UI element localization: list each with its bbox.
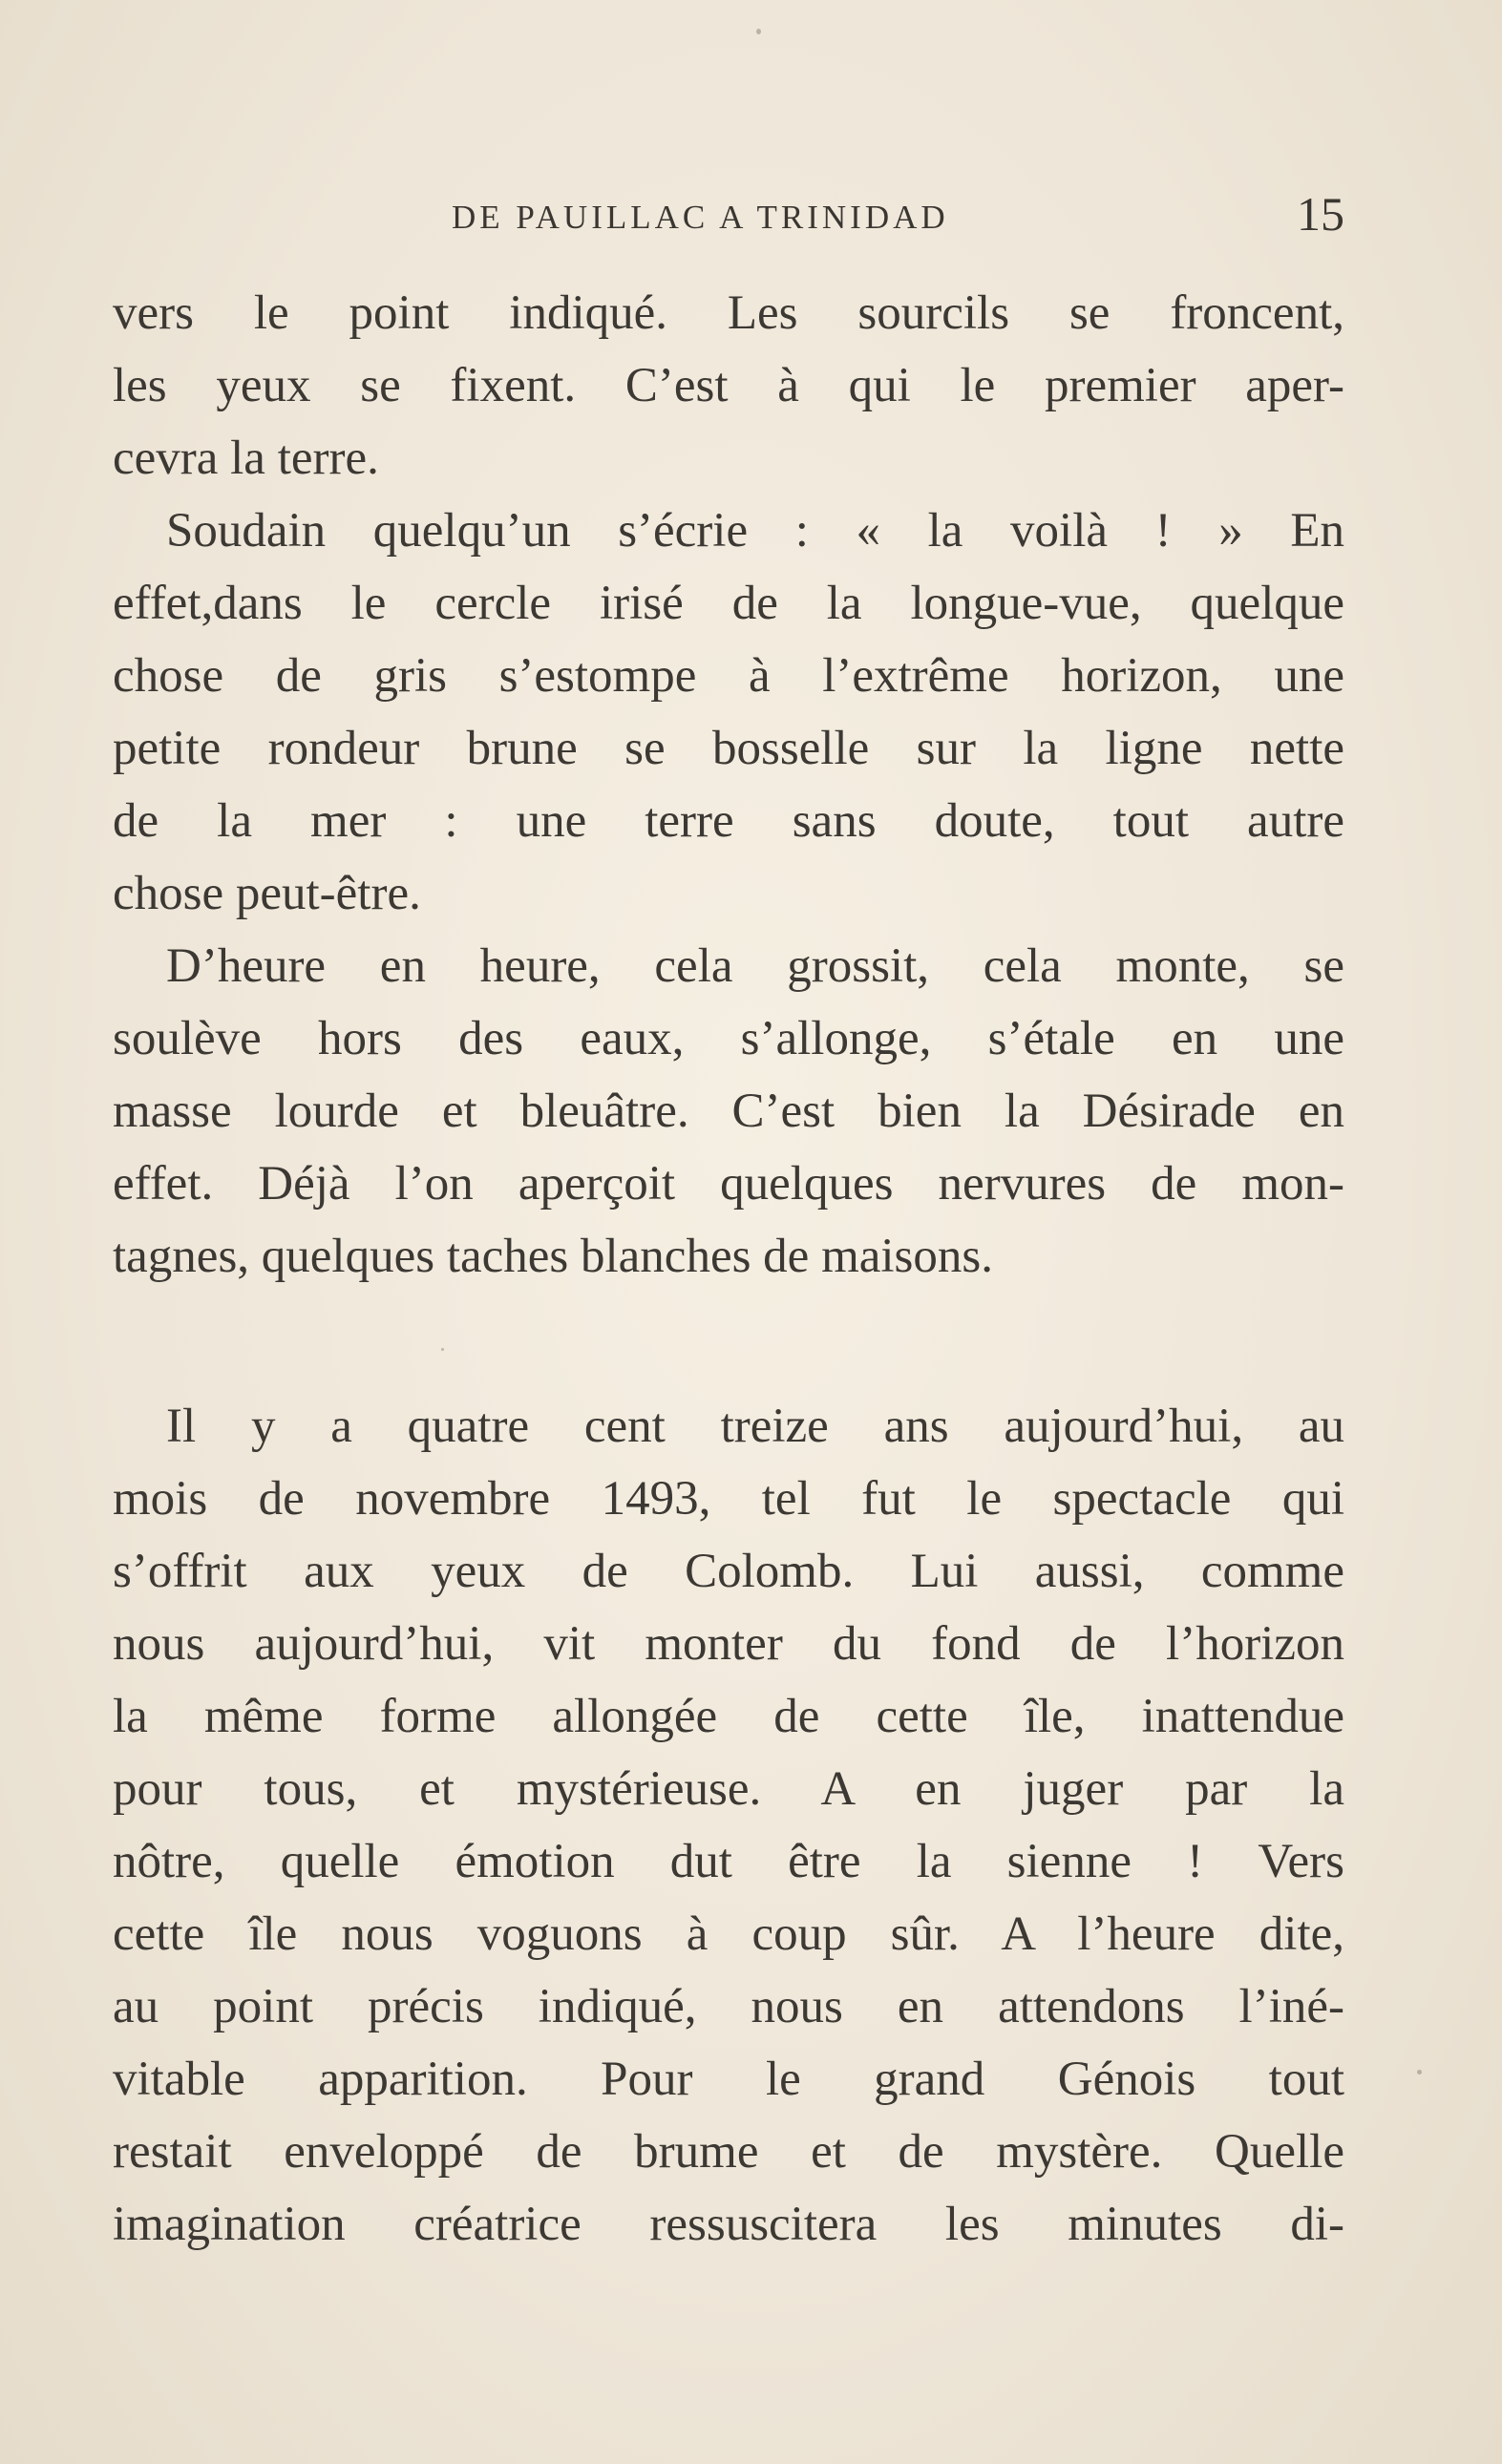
text-line: petite rondeur brune se bosselle sur la ligne nette [113, 722, 1344, 775]
text-line: D’heure en heure, cela grossit, cela monte, se [166, 939, 1344, 993]
text-line: cette île nous voguons à coup sûr. A l’heure dite, [113, 1907, 1344, 1961]
paper-speck [441, 1348, 444, 1351]
text-block-bottom [113, 1390, 1344, 2261]
text-line: Soudain quelqu’un s’écrie : « la voilà ! » En [166, 504, 1344, 558]
page-header [113, 181, 1344, 239]
text-line: chose peut-être. [113, 867, 421, 920]
page-number: 15 [1297, 187, 1344, 241]
text-line: les yeux se fixent. C’est à qui le premier aper- [113, 359, 1344, 412]
text-line: chose de gris s’estompe à l’extrême horizon, une [113, 649, 1344, 703]
paper-speck [1417, 2070, 1422, 2074]
paper-speck [756, 29, 761, 34]
text-line: masse lourde et bleuâtre. C’est bien la Désirade en [113, 1085, 1344, 1138]
text-line: effet,dans le cercle irisé de la longue-vue, quelque [113, 577, 1344, 630]
text-line: imagination créatrice ressuscitera les minutes di- [113, 2198, 1344, 2251]
text-line: Il y a quatre cent treize ans aujourd’hui, au [166, 1400, 1344, 1453]
text-line: de la mer : une terre sans doute, tout autre [113, 794, 1344, 848]
text-line: tagnes, quelques taches blanches de maisons. [113, 1230, 993, 1283]
text-line: nôtre, quelle émotion dut être la sienne ! Vers [113, 1835, 1344, 1888]
text-block-top [113, 277, 1344, 1293]
text-line: effet. Déjà l’on aperçoit quelques nervures de mon- [113, 1157, 1344, 1211]
text-line: mois de novembre 1493, tel fut le spectacle qui [113, 1472, 1344, 1526]
text-line: pour tous, et mystérieuse. A en juger par la [113, 1762, 1344, 1816]
text-line: s’offrit aux yeux de Colomb. Lui aussi, comme [113, 1545, 1344, 1598]
text-line: cevra la terre. [113, 432, 379, 485]
text-line: au point précis indiqué, nous en attendons l’iné- [113, 1980, 1344, 2033]
text-line: vitable apparition. Pour le grand Génois tout [113, 2053, 1344, 2106]
running-title: DE PAUILLAC A TRINIDAD [452, 199, 949, 236]
text-line: restait enveloppé de brume et de mystère. Quelle [113, 2125, 1344, 2179]
text-line: soulève hors des eaux, s’allonge, s’étale en une [113, 1012, 1344, 1065]
text-line: la même forme allongée de cette île, inattendue [113, 1690, 1344, 1743]
text-line: vers le point indiqué. Les sourcils se froncent, [113, 286, 1344, 340]
text-line: nous aujourd’hui, vit monter du fond de l’horizon [113, 1617, 1344, 1671]
